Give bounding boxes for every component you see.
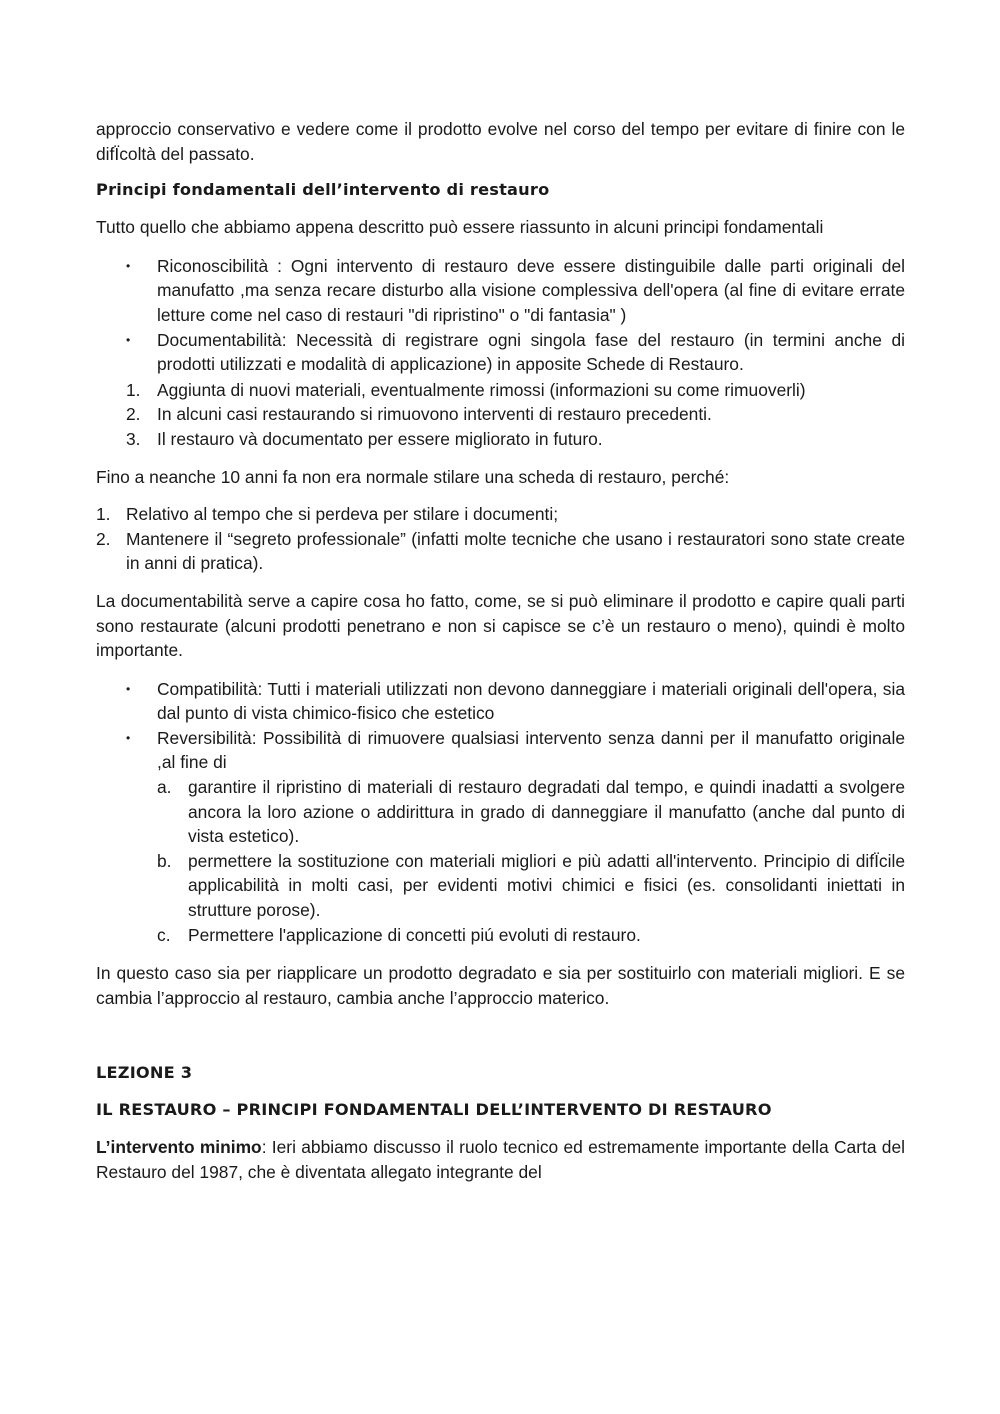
lesson-heading: LEZIONE 3 [96, 1063, 193, 1083]
lesson-title: IL RESTAURO – PRINCIPI FONDAMENTALI DELL’INTERVENTO DI RESTAURO [96, 1100, 772, 1120]
list-item-text: Aggiunta di nuovi materiali, eventualmente rimossi (informazioni su come rimuoverli) [157, 379, 806, 400]
list-item-text: Relativo al tempo che si perdeva per stilare i documenti; [126, 504, 559, 525]
document-page [96, 117, 905, 1185]
closing-paragraph: In questo caso sia per riapplicare un prodotto degradato e sia per sostituirlo con materiali migliori. E se cambia l’approccio al restauro, cambia anche l’approccio materico. [96, 963, 905, 1008]
documentability-points [96, 378, 905, 452]
list-number: 1. [96, 504, 111, 525]
list-item-text: Permettere l'applicazione di concetti piú evoluti di restauro. [188, 924, 641, 945]
bullet-icon: • [126, 332, 131, 347]
list-letter: a. [157, 777, 172, 798]
list-item [96, 427, 905, 452]
principles-list-a [96, 254, 905, 377]
list-item [96, 502, 905, 527]
list-item-text: In alcuni casi restaurando si rimuovono interventi di restauro precedenti. [157, 404, 712, 425]
list-item-text: Compatibilità: Tutti i materiali utilizzati non devono danneggiare i materiali originali dell'opera, sia dal punto di vista chimico-fisico che estetico [157, 678, 905, 724]
list-item-text: garantire il ripristino di materiali di restauro degradati dal tempo, e quindi inadatti a svolgere ancora la loro azione o addirittura in grado di danneggiare il manufatto (anche dal punto di vista estetico). [188, 777, 905, 847]
list-item [96, 402, 905, 427]
list-item-riconoscibilita [96, 254, 905, 328]
history-points [96, 502, 905, 576]
list-number: 2. [126, 404, 141, 425]
list-letter: b. [157, 850, 172, 871]
list-item [96, 527, 905, 576]
list-item-text: Mantenere il “segreto professionale” (infatti molte tecniche che usano i restauratori sono state create in anni di pratica). [126, 528, 905, 574]
list-item-reversibilita [96, 726, 905, 775]
bullet-icon: • [126, 730, 131, 745]
list-item-text: Riconoscibilità : Ogni intervento di restauro deve essere distinguibile dalle parti originali del manufatto ,ma senza recare disturbo alla visione complessiva dell'opera (al fine di evitare errate letture come nel caso di restauri "di ripristino" o "di fantasia" ) [157, 255, 905, 325]
minimal-intervention-label: L’intervento minimo [96, 1137, 262, 1158]
minimal-intervention-text: : Ieri abbiamo discusso il ruolo tecnico ed estremamente importante della Carta del Restauro del 1987, che è diventata allegato integrante del [96, 1137, 906, 1182]
list-number: 3. [126, 428, 141, 449]
list-item [157, 923, 905, 948]
documentability-paragraph: La documentabilità serve a capire cosa ho fatto, come, se si può eliminare il prodotto e capire quali parti sono restaurate (alcuni prodotti penetrano e non si capisce se c’è un restauro o meno), quindi è molto importante. [96, 590, 905, 661]
list-item [96, 378, 905, 403]
list-number: 1. [126, 379, 141, 400]
list-item [157, 775, 905, 849]
bullet-icon: • [126, 258, 131, 273]
list-letter: c. [157, 924, 171, 945]
principles-list-b [96, 677, 905, 775]
summary-paragraph: Tutto quello che abbiamo appena descritto può essere riassunto in alcuni principi fondamentali [96, 217, 824, 238]
list-item-compatibilita [96, 677, 905, 726]
list-item-text: permettere la sostituzione con materiali migliori e più adatti all'intervento. Principio di difÏcile applicabilità in molti casi, per evidenti motivi chimici e fisici (es. consolidanti iniettati in strutture porose). [188, 850, 905, 921]
list-item-text: Il restauro và documentato per essere migliorato in futuro. [157, 428, 603, 449]
reversibility-points [157, 775, 905, 947]
list-number: 2. [96, 528, 111, 549]
list-item-text: Documentabilità: Necessità di registrare ogni singola fase del restauro (in termini anche di prodotti utilizzati e modalità di applicazione) in apposite Schede di Restauro. [157, 329, 905, 375]
bullet-icon: • [126, 681, 131, 696]
history-paragraph: Fino a neanche 10 anni fa non era normale stilare una scheda di restauro, perché: [96, 466, 730, 487]
list-item [157, 849, 905, 923]
minimal-intervention-paragraph [96, 1135, 905, 1184]
intro-tail-paragraph: approccio conservativo e vedere come il prodotto evolve nel corso del tempo per evitare di finire con le difÏcoltà del passato. [96, 119, 905, 164]
list-item-documentabilita [96, 328, 905, 377]
list-item-text: Reversibilità: Possibilità di rimuovere qualsiasi intervento senza danni per il manufatto originale ,al fine di [157, 727, 905, 773]
section-heading: Principi fondamentali dell’intervento di restauro [96, 180, 550, 200]
